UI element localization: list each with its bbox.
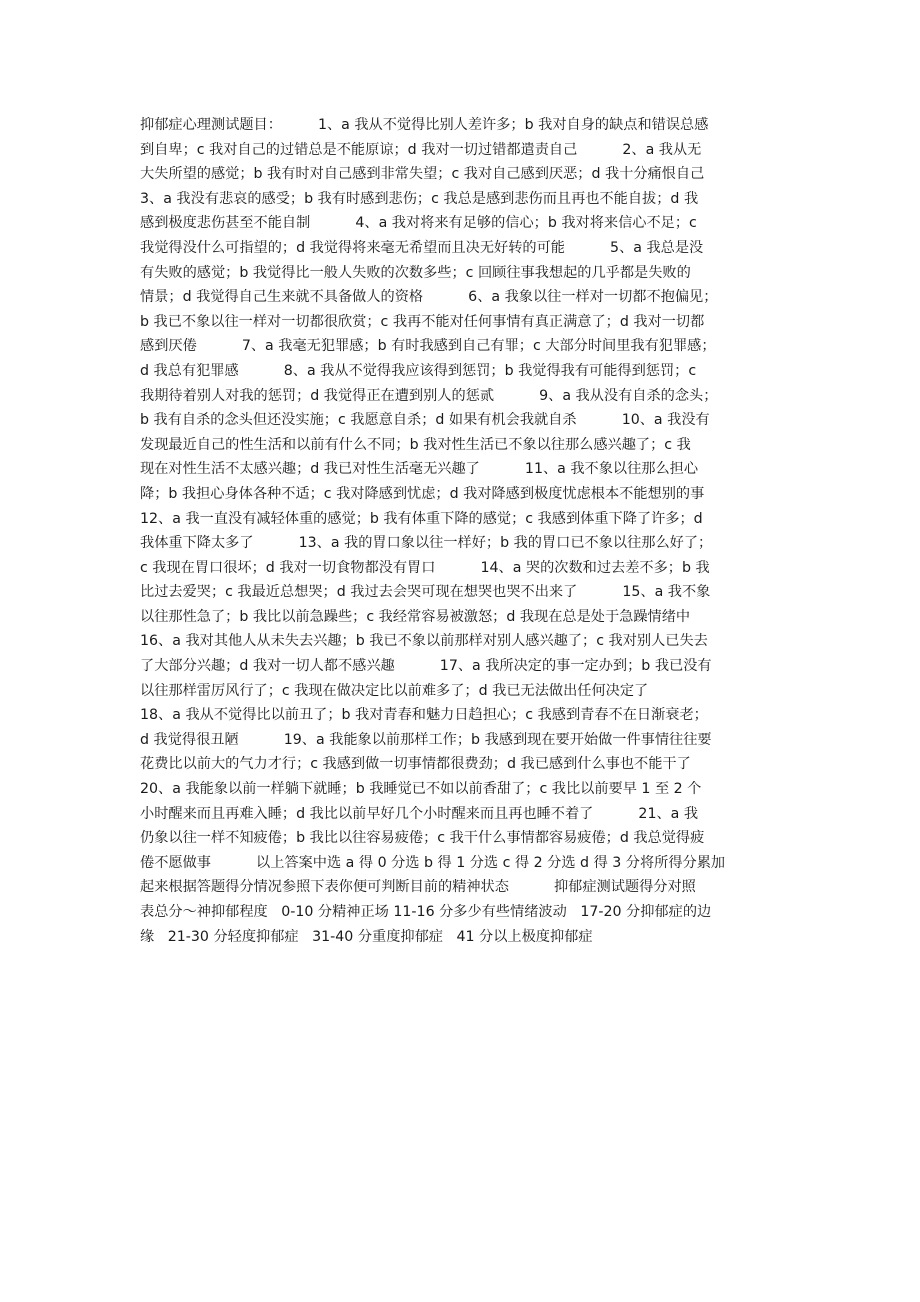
text-line: 小时醒来而且再难入睡；d 我比以前早好几个小时醒来而且再也睡不着了 21、a 我 (140, 805, 699, 822)
text-line: 有失败的感觉；b 我觉得比一般人失败的次数多些；c 回顾往事我想起的几乎都是失败的 (140, 264, 691, 281)
text-line: 到自卑；c 我对自己的过错总是不能原谅；d 我对一切过错都遣责自己 2、a 我从无 (140, 141, 702, 158)
text-line: 我体重下降太多了 13、a 我的胃口象以往一样好；b 我的胃口已不象以往那么好了； (140, 535, 713, 552)
text-line: 起来根据答题得分情况参照下表你便可判断目前的精神状态 抑郁症测试题得分对照 (140, 879, 696, 896)
text-line: 抑郁症心理测试题目： 1、a 我从不觉得比别人差许多；b 我对自身的缺点和错误总感 (140, 117, 709, 133)
text-line: 仍象以往一样不知疲倦；b 我比以往容易疲倦；c 我干什么事情都容易疲倦；d 我总觉得疲 (140, 830, 705, 847)
text-line: 情景；d 我觉得自己生来就不具备做人的资格 6、a 我象以往一样对一切都不抱偏见； (140, 289, 718, 306)
text-line: b 我已不象以往一样对一切都很欣赏；c 我再不能对任何事情有真正满意了；d 我对一切都 (140, 313, 705, 330)
text-line: 20、a 我能象以前一样躺下就睡；b 我睡觉已不如以前香甜了；c 我比以前要早 1 至 2 个 (140, 781, 702, 798)
text-line: 感到厌倦 7、a 我毫无犯罪感；b 有时我感到自己有罪；c 大部分时间里我有犯罪感； (140, 338, 716, 355)
text-line: 3、a 我没有悲哀的感受；b 我有时感到悲伤；c 我总是感到悲伤而且再也不能自拔；d 我 (140, 190, 699, 207)
text-line: 18、a 我从不觉得比以前丑了；b 我对青春和魅力日趋担心；c 我感到青春不在日渐衰老； (140, 707, 708, 724)
text-line: 大失所望的感觉；b 我有时对自己感到非常失望；c 我对自己感到厌恶；d 我十分痛恨自己 (140, 166, 705, 183)
text-line: b 我有自杀的念头但还没实施；c 我愿意自杀；d 如果有机会我就自杀 10、a 我没有 (140, 412, 710, 429)
text-line: 缘 21-30 分轻度抑郁症 31-40 分重度抑郁症 41 分以上极度抑郁症 (140, 928, 593, 945)
text-line: 现在对性生活不太感兴趣；d 我已对性生活毫无兴趣了 11、a 我不象以往那么担心 (140, 461, 699, 478)
text-line: 感到极度悲伤甚至不能自制 4、a 我对将来有足够的信心；b 我对将来信心不足；c (140, 215, 697, 232)
text-line: 发现最近自己的性生活和以前有什么不同；b 我对性生活已不象以往那么感兴趣了；c 我 (140, 436, 691, 453)
text-line: 我觉得没什么可指望的；d 我觉得将来毫无希望而且决无好转的可能 5、a 我总是没 (140, 239, 704, 256)
text-line: 以往那样雷厉风行了；c 我现在做决定比以前难多了；d 我已无法做出任何决定了 (140, 682, 649, 699)
text-line: 表总分～神抑郁程度 0-10 分精神正场 11-16 分多少有些情绪波动 17-20 分抑郁症的边 (140, 904, 712, 920)
text-line: 比过去爱哭；c 我最近总想哭；d 我过去会哭可现在想哭也哭不出来了 15、a 我不象 (140, 584, 711, 601)
text-line: 了大部分兴趣；d 我对一切人都不感兴趣 17、a 我所决定的事一定办到；b 我已没有 (140, 658, 712, 675)
text-line: d 我觉得很丑陋 19、a 我能象以前那样工作；b 我感到现在要开始做一件事情往往要 (140, 731, 712, 748)
text-line: 我期待着别人对我的惩罚；d 我觉得正在遭到别人的惩贰 9、a 我从没有自杀的念头； (140, 387, 718, 404)
text-line: 花费比以前大的气力才行；c 我感到做一切事情都很费劲；d 我已感到什么事也不能干了 (140, 756, 691, 773)
text-line: 倦不愿做事 以上答案中选 a 得 0 分选 b 得 1 分选 c 得 2 分选 d 得 3 分将所得分累加 (140, 854, 726, 871)
text-line: 12、a 我一直没有减轻体重的感觉；b 我有体重下降的感觉；c 我感到体重下降了许多；d (140, 510, 703, 527)
text-line: 降；b 我担心身体各种不适；c 我对降感到忧虑；d 我对降感到极度忧虑根本不能想别的事 (140, 485, 705, 502)
questionnaire-text (140, 113, 782, 949)
text-line: d 我总有犯罪感 8、a 我从不觉得我应该得到惩罚；b 我觉得我有可能得到惩罚；c (140, 362, 697, 379)
text-line: 以往那性急了；b 我比以前急躁些；c 我经常容易被激怒；d 我现在总是处于急躁情绪中 (140, 608, 691, 625)
text-line: 16、a 我对其他人从未失去兴趣；b 我已不象以前那样对别人感兴趣了；c 我对别人已失去 (140, 633, 708, 650)
text-line: c 我现在胃口很坏；d 我对一切食物都没有胃口 14、a 哭的次数和过去差不多；b 我 (140, 559, 710, 576)
